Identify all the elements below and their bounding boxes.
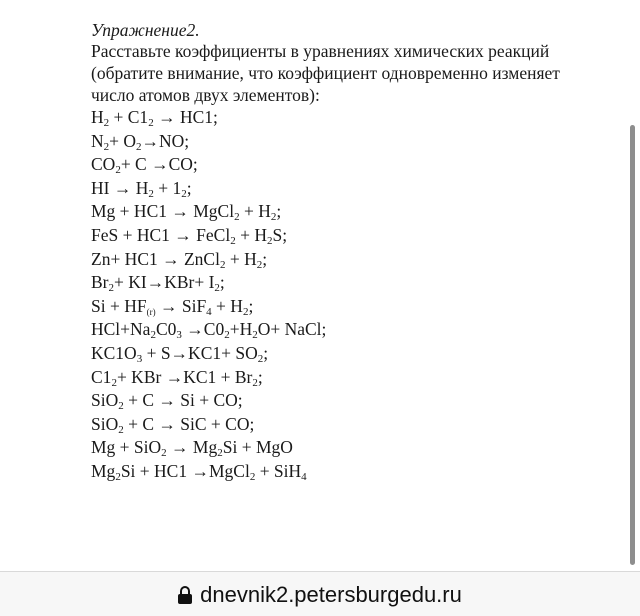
exercise-document [91, 20, 611, 484]
address-bar[interactable] [0, 571, 640, 616]
equation-text: + H [239, 201, 271, 222]
instruction-line: (обратите внимание, что коэффициент одновременно изменяет [91, 63, 560, 83]
equation-text: C0 [155, 319, 177, 340]
equation-text: → SiF [155, 295, 207, 316]
equation-text: Si + HF [91, 295, 147, 316]
subscript: 2 [214, 282, 220, 295]
equation-text: S; [272, 224, 288, 245]
subscript: 2 [242, 305, 249, 318]
subscript: 2 [252, 329, 258, 342]
equation-text: ; [186, 177, 192, 198]
subscript: 3 [176, 329, 182, 342]
equation-text: +H [229, 319, 253, 340]
equation-text: HI → H [91, 177, 149, 198]
lock-icon [178, 586, 192, 604]
equation-item [91, 177, 611, 201]
equation-text: + S→KC1+ SO [142, 342, 258, 363]
equation-text: Mg + SiO [91, 437, 162, 458]
subscript: 2 [181, 187, 187, 200]
equation-text: + H [211, 295, 243, 316]
equation-item [91, 366, 611, 390]
equation-item [91, 413, 611, 437]
subscript: 2 [257, 352, 264, 365]
equation-text: + C → SiC + CO; [123, 413, 255, 434]
equation-text: →NO; [141, 130, 190, 151]
equation-text: + C →CO; [120, 154, 198, 175]
url-text[interactable]: dnevnik2.petersburgedu.ru [200, 581, 462, 607]
equation-text: KC1O [91, 342, 137, 363]
equation-text: SiO [91, 390, 119, 411]
equation-text: + SiH [255, 460, 302, 481]
subscript: 2 [148, 117, 154, 129]
equation-text: → HC1; [153, 107, 218, 127]
exercise-instructions [91, 40, 611, 106]
subscript: 2 [230, 234, 236, 247]
equation-item [91, 130, 611, 154]
subscript: 2 [224, 329, 230, 342]
equation-text: ; [248, 295, 254, 316]
subscript: 2 [161, 447, 167, 460]
equation-item [91, 460, 611, 484]
equation-list [91, 106, 611, 484]
instruction-line: Расставьте коэффициенты в уравнениях химических реакций [91, 41, 550, 61]
subscript: 2 [249, 470, 256, 483]
equation-text: ; [263, 342, 269, 363]
equation-item [91, 248, 611, 272]
equation-text: Zn+ HC1 → ZnCl [91, 248, 220, 269]
subscript: 2 [266, 234, 273, 247]
subscript: 4 [301, 470, 307, 483]
subscript: 2 [118, 423, 124, 436]
subscript: 2 [103, 117, 110, 129]
equation-text: Br [91, 272, 109, 293]
equation-text: →C0 [181, 319, 225, 340]
subscript: 2 [103, 140, 110, 153]
scrollbar[interactable] [630, 125, 635, 565]
equation-item [91, 200, 611, 224]
subscript: 2 [108, 282, 114, 295]
exercise-title: Упражнение2. [91, 20, 200, 40]
subscript: 2 [111, 376, 117, 389]
equation-text: + H [225, 248, 257, 269]
equation-text: N [91, 130, 104, 151]
equation-text: + KI→KBr+ I [114, 272, 215, 293]
equation-item [91, 271, 611, 295]
equation-text: Mg + HC1 → MgCl [91, 201, 235, 222]
equation-text: + 1 [153, 177, 182, 198]
subscript: 2 [219, 258, 226, 271]
subscript: (r) [146, 306, 156, 317]
subscript: 2 [136, 140, 142, 153]
subscript: 2 [270, 211, 277, 224]
equation-text: HCl+Na [91, 319, 151, 340]
equation-item [91, 318, 611, 342]
equation-text: ; [276, 201, 282, 222]
subscript: 3 [136, 352, 143, 365]
equation-text: → Mg [166, 437, 218, 458]
equation-text: O+ NaCl; [257, 319, 327, 340]
instruction-line: число атомов двух элементов): [91, 85, 320, 105]
equation-text: ; [262, 248, 268, 269]
equation-item [91, 436, 611, 460]
subscript: 2 [115, 470, 121, 483]
subscript: 2 [256, 258, 263, 271]
equation-text: Si + MgO [222, 437, 293, 458]
equation-item [91, 342, 611, 366]
equation-text: Mg [91, 460, 116, 481]
equation-item [91, 295, 611, 319]
equation-text: H [91, 107, 104, 127]
equation-text: SiO [91, 413, 119, 434]
equation-item [91, 106, 611, 130]
subscript: 4 [206, 305, 212, 318]
equation-text: + H [235, 224, 267, 245]
equation-text: + C1 [109, 107, 149, 127]
subscript: 2 [217, 447, 223, 460]
subscript: 2 [118, 400, 124, 413]
subscript: 2 [148, 187, 154, 200]
equation-text: + KBr →KC1 + Br [116, 366, 253, 387]
equation-item [91, 224, 611, 248]
subscript: 2 [150, 329, 156, 342]
equation-text: FeS + HC1 → FeCl [91, 224, 231, 245]
equation-text: ; [219, 272, 225, 293]
equation-item [91, 153, 611, 177]
equation-item [91, 389, 611, 413]
equation-text: + C → Si + CO; [123, 390, 243, 411]
equation-text: Si + HC1 →MgCl [120, 460, 250, 481]
subscript: 2 [115, 164, 121, 177]
equation-text: CO [91, 154, 116, 175]
equation-text: + O [109, 130, 137, 151]
equation-text: C1 [91, 366, 112, 387]
equation-text: ; [257, 366, 263, 387]
subscript: 2 [252, 376, 258, 389]
subscript: 2 [234, 211, 240, 224]
